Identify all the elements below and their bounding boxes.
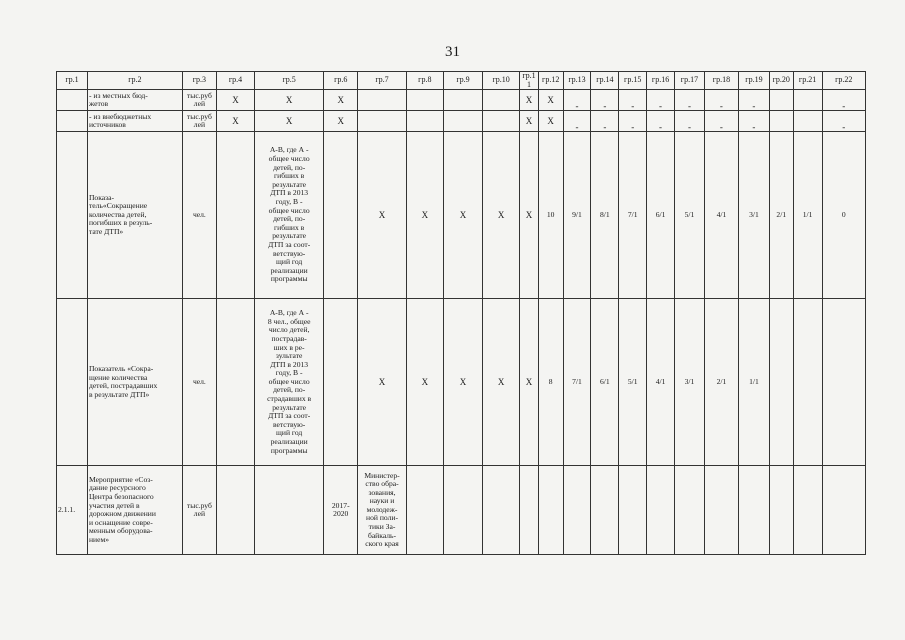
column-header: гр.1 1 <box>520 72 539 90</box>
table-cell: Министер- ство обра- зования, науки и молодеж- ной поли- тики За- байкаль- ского края <box>358 466 406 555</box>
table-cell <box>57 299 88 466</box>
table-cell: Х <box>538 111 563 132</box>
table-cell: 2017- 2020 <box>324 466 358 555</box>
table-cell <box>769 299 793 466</box>
table-cell: Мероприятие «Соз- дание ресурсного Центра безопасного участия детей в дорожном движении и оснащение совре- менным оборудова- нием» <box>87 466 182 555</box>
table-cell <box>406 466 443 555</box>
table-cell: 9/1 <box>563 132 591 299</box>
table-cell: Х <box>358 299 406 466</box>
column-header: гр.6 <box>324 72 358 90</box>
table-row <box>57 111 866 132</box>
table-cell <box>822 299 865 466</box>
table-cell: 5/1 <box>619 299 647 466</box>
table-row <box>57 90 866 111</box>
column-header: гр.18 <box>704 72 738 90</box>
table-cell: чел. <box>182 132 216 299</box>
column-header: гр.13 <box>563 72 591 90</box>
table-row <box>57 132 866 299</box>
table-cell: тыс.руб лей <box>182 111 216 132</box>
table-cell <box>793 299 822 466</box>
table-cell: 8/1 <box>591 132 619 299</box>
table-cell <box>538 466 563 555</box>
table-cell: Х <box>520 299 539 466</box>
table-cell <box>324 132 358 299</box>
table-cell: 1/1 <box>793 132 822 299</box>
table-cell: А-В, где А - 8 чел., общее число детей, пострадав- ших в ре- зультате ДТП в 2013 году, В - общее число детей, по- страдавших в результате ДТП за соот- ветствую- щий год реализации программы <box>255 299 324 466</box>
table-cell <box>324 299 358 466</box>
table-cell: Х <box>483 299 520 466</box>
table-cell: 2.1.1. <box>57 466 88 555</box>
table-cell <box>793 466 822 555</box>
table-cell: - <box>674 111 704 132</box>
table-cell: 8 <box>538 299 563 466</box>
table-cell <box>674 466 704 555</box>
table-cell: - <box>674 90 704 111</box>
table-cell: Х <box>520 90 539 111</box>
table-cell: 4/1 <box>647 299 675 466</box>
column-header: гр.1 <box>57 72 88 90</box>
table-cell: - <box>647 90 675 111</box>
table-cell: чел. <box>182 299 216 466</box>
table-cell <box>769 466 793 555</box>
table-cell: Показа- тель«Сокращение количества детей, погибших в резуль- тате ДТП» <box>87 132 182 299</box>
table-cell: Показатель «Сокра- щение количества детей, пострадавших в результате ДТП» <box>87 299 182 466</box>
table-cell <box>647 466 675 555</box>
table-cell: 10 <box>538 132 563 299</box>
table-cell <box>793 90 822 111</box>
column-header: гр.21 <box>793 72 822 90</box>
table-cell <box>520 466 539 555</box>
table-cell <box>57 111 88 132</box>
table-cell: Х <box>255 90 324 111</box>
table-cell: 2/1 <box>704 299 738 466</box>
table-cell <box>793 111 822 132</box>
table-cell <box>216 299 254 466</box>
table-cell: 7/1 <box>563 299 591 466</box>
column-header: гр.5 <box>255 72 324 90</box>
table-cell: - <box>647 111 675 132</box>
table-cell <box>704 466 738 555</box>
table-cell: Х <box>443 132 482 299</box>
table-cell: - <box>563 111 591 132</box>
table-cell: - <box>704 111 738 132</box>
table-cell: 6/1 <box>647 132 675 299</box>
table-cell: - из внебюджетных источников <box>87 111 182 132</box>
table-cell <box>216 466 254 555</box>
table-cell: Х <box>255 111 324 132</box>
header-row <box>57 72 866 90</box>
table-cell <box>57 90 88 111</box>
table-cell: тыс.руб лей <box>182 90 216 111</box>
column-header: гр.14 <box>591 72 619 90</box>
table-cell: - <box>738 90 769 111</box>
table-cell <box>483 466 520 555</box>
table-cell: Х <box>406 299 443 466</box>
table-cell: Х <box>216 111 254 132</box>
indicators-table <box>56 71 866 555</box>
table-cell: 1/1 <box>738 299 769 466</box>
table-cell <box>563 466 591 555</box>
table-cell <box>769 90 793 111</box>
column-header: гр.9 <box>443 72 482 90</box>
table-cell <box>443 111 482 132</box>
table-cell: - <box>704 90 738 111</box>
table-cell <box>483 90 520 111</box>
table-cell <box>822 466 865 555</box>
column-header: гр.10 <box>483 72 520 90</box>
column-header: гр.20 <box>769 72 793 90</box>
column-header: гр.22 <box>822 72 865 90</box>
table-cell <box>591 466 619 555</box>
table-cell <box>769 111 793 132</box>
table-cell: - <box>738 111 769 132</box>
column-header: гр.7 <box>358 72 406 90</box>
table-cell <box>443 466 482 555</box>
column-header: гр.16 <box>647 72 675 90</box>
table-cell: Х <box>483 132 520 299</box>
table-cell: А-В, где А - общее число детей, по- гибших в результате ДТП в 2013 году, В - общее число детей, по- гибших в результате ДТП за соот- ветствую- щий год реализации программы <box>255 132 324 299</box>
table-cell: 3/1 <box>674 299 704 466</box>
table-cell: Х <box>520 132 539 299</box>
table-cell: - <box>591 111 619 132</box>
column-header: гр.3 <box>182 72 216 90</box>
table-cell <box>406 90 443 111</box>
table-cell <box>738 466 769 555</box>
table-cell: - <box>822 90 865 111</box>
table-cell: 4/1 <box>704 132 738 299</box>
column-header: гр.4 <box>216 72 254 90</box>
table-cell <box>483 111 520 132</box>
table-cell: 2/1 <box>769 132 793 299</box>
table-cell: - <box>619 111 647 132</box>
table-cell <box>358 111 406 132</box>
table-row <box>57 299 866 466</box>
table-cell: - <box>563 90 591 111</box>
table-cell: Х <box>358 132 406 299</box>
column-header: гр.2 <box>87 72 182 90</box>
table-cell <box>57 132 88 299</box>
table-cell <box>443 90 482 111</box>
table-cell <box>216 132 254 299</box>
table-cell: 0 <box>822 132 865 299</box>
table-cell: Х <box>324 111 358 132</box>
table-cell: Х <box>520 111 539 132</box>
column-header: гр.15 <box>619 72 647 90</box>
table-cell: 5/1 <box>674 132 704 299</box>
table-cell: - <box>591 90 619 111</box>
table-cell: Х <box>324 90 358 111</box>
table-row <box>57 466 866 555</box>
column-header: гр.19 <box>738 72 769 90</box>
table-cell: Х <box>443 299 482 466</box>
table-cell <box>619 466 647 555</box>
table-cell: Х <box>216 90 254 111</box>
table-cell: Х <box>406 132 443 299</box>
table-cell: 3/1 <box>738 132 769 299</box>
table-cell <box>255 466 324 555</box>
table-cell: 6/1 <box>591 299 619 466</box>
table-cell <box>358 90 406 111</box>
column-header: гр.17 <box>674 72 704 90</box>
table-cell <box>406 111 443 132</box>
table-cell: Х <box>538 90 563 111</box>
column-header: гр.12 <box>538 72 563 90</box>
table-cell: - из местных бюд- жетов <box>87 90 182 111</box>
table-cell: тыс.руб лей <box>182 466 216 555</box>
table-cell: - <box>822 111 865 132</box>
table-cell: - <box>619 90 647 111</box>
column-header: гр.8 <box>406 72 443 90</box>
page-number: 31 <box>445 44 460 60</box>
table-cell: 7/1 <box>619 132 647 299</box>
